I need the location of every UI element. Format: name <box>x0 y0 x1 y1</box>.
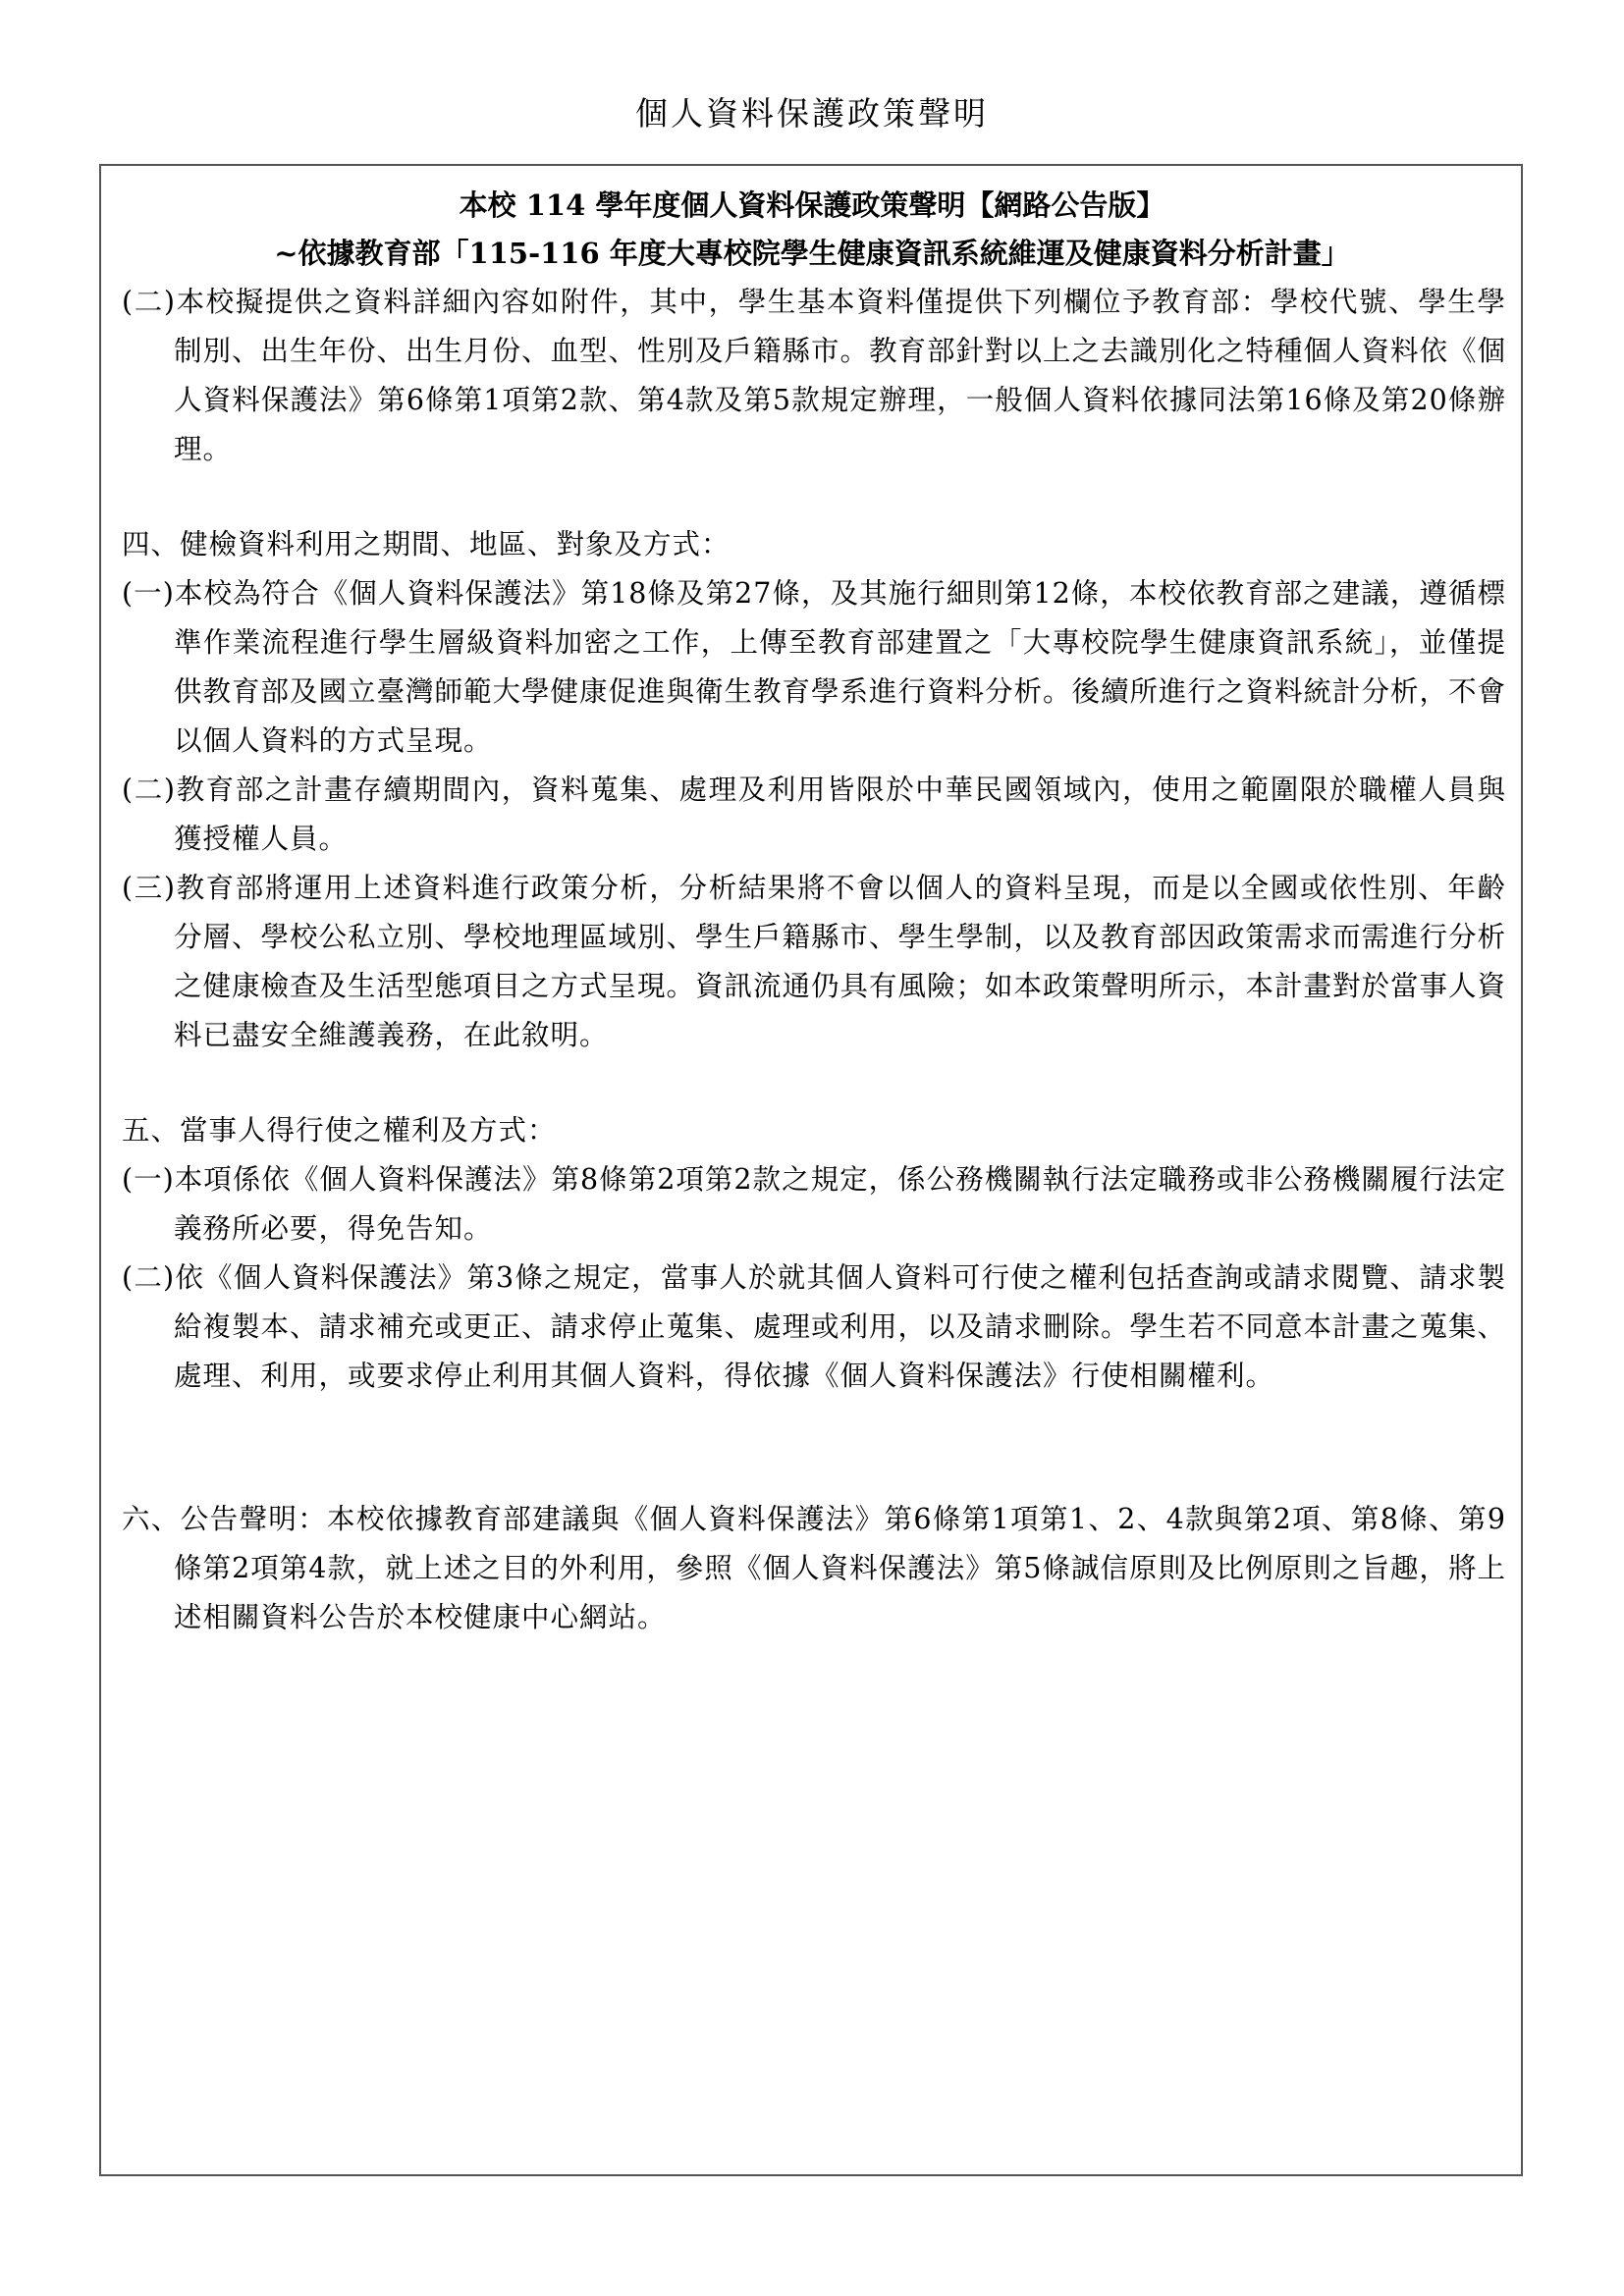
page-title: 個人資料保護政策聲明 <box>635 94 989 133</box>
section4-item2: (二)教育部之計畫存續期間內，資料蒐集、處理及利用皆限於中華民國領域內，使用之範圍限於職權人員與獲授權人員。 <box>122 774 1506 855</box>
section5-item1: (一)本項係依《個人資料保護法》第8條第2項第2款之規定，係公務機關執行法定職務或非公務機關履行法定義務所必要，得免告知。 <box>122 1163 1506 1245</box>
section5-heading: 五、當事人得行使之權利及方式： <box>122 1114 557 1147</box>
notice-title: 本校 114 學年度個人資料保護政策聲明【網路公告版】 <box>459 188 1165 222</box>
section4-item3: (三)教育部將運用上述資料進行政策分析，分析結果將不會以個人的資料呈現，而是以全國或依性別、年齡分層、學校公私立別、學校地理區域別、學生戶籍縣市、學生學制，以及教育部因政策需求而需進行分析之健康檢查及生活型態項目之方式呈現。資訊流通仍具有風險；如本政策聲明所示，本計畫對於當事人資料已盡安全維護義務，在此敘明。 <box>122 872 1507 1051</box>
section4-heading: 四、健檢資料利用之期間、地區、對象及方式： <box>122 528 731 561</box>
section4-item1: (一)本校為符合《個人資料保護法》第18條及第27條，及其施行細則第12條，本校依教育部之建議，遵循標準作業流程進行學生層級資料加密之工作，上傳至教育部建置之「大專校院學生健康資訊系統」，並僅提供教育部及國立臺灣師範大學健康促進與衛生教育學系進行資料分析。後續所進行之資料統計分析，不會以個人資料的方式呈現。 <box>122 577 1507 757</box>
section6-announcement: 六、公告聲明：本校依據教育部建議與《個人資料保護法》第6條第1項第1、2、4款與第2項、第8條、第9條第2項第4款，就上述之目的外利用，參照《個人資料保護法》第5條誠信原則及比例原則之旨趣，將上述相關資料公告於本校健康中心網站。 <box>122 1503 1506 1633</box>
section5-item2: (二)依《個人資料保護法》第3條之規定，當事人於就其個人資料可行使之權利包括查詢或請求閱覽、請求製給複製本、請求補充或更正、請求停止蒐集、處理或利用，以及請求刪除。學生若不同意本計畫之蒐集、處理、利用，或要求停止利用其個人資料，得依據《個人資料保護法》行使相關權利。 <box>122 1261 1507 1392</box>
notice-subtitle: ~依據教育部「115-116 年度大專校院學生健康資訊系統維運及健康資料分析計畫」 <box>274 237 1350 270</box>
section3-item2: (二)本校擬提供之資料詳細內容如附件，其中，學生基本資料僅提供下列欄位予教育部：學校代號、學生學制別、出生年份、出生月份、血型、性別及戶籍縣市。教育部針對以上之去識別化之特種個人資料依《個人資料保護法》第6條第1項第2款、第4款及第5款規定辦理，一般個人資料依據同法第16條及第20條辦理。 <box>122 286 1507 465</box>
